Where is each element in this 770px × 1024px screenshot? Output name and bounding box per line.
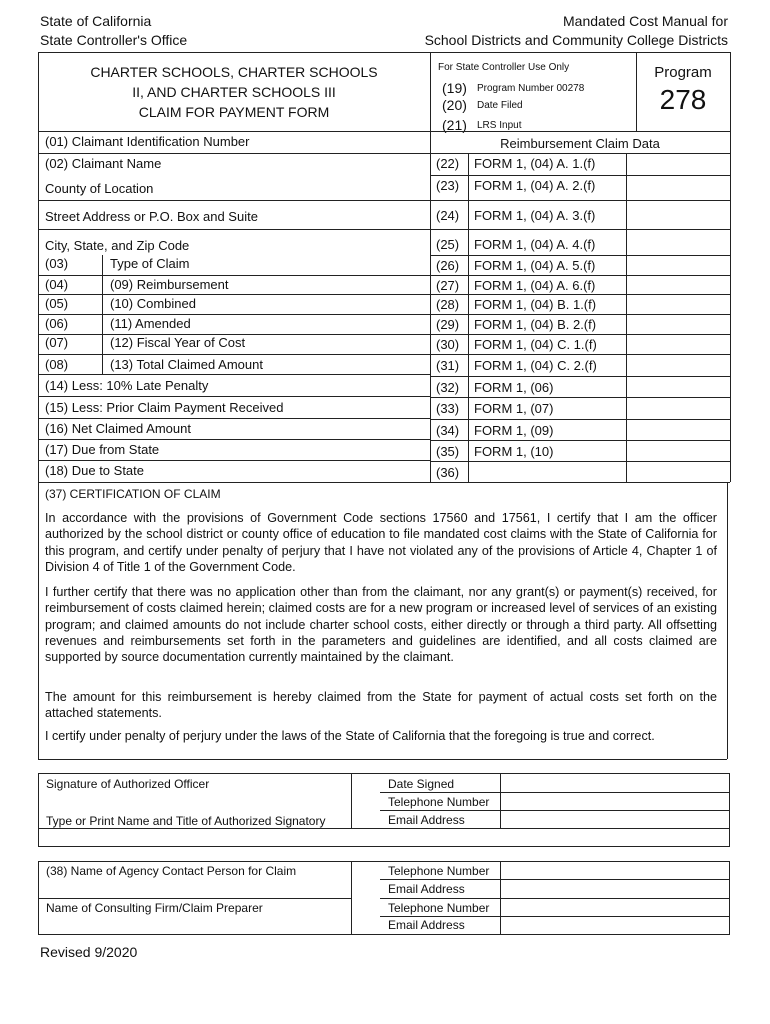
program-label: Program xyxy=(654,64,712,81)
reimb-36-input[interactable] xyxy=(630,465,726,480)
claim-row-07-code: (07) xyxy=(45,335,69,350)
reimbursement-heading: Reimbursement Claim Data xyxy=(500,136,660,151)
cert-right-border xyxy=(727,482,728,759)
agency-contact-label: (38) Name of Agency Contact Person for Claim xyxy=(46,864,297,878)
rule-street xyxy=(38,229,430,230)
form-right-border xyxy=(730,52,731,482)
reimb-rule-33 xyxy=(430,419,730,420)
rule-county xyxy=(38,200,430,201)
reimb-25-num: (25) xyxy=(436,237,460,252)
sig-email-label: Email Address xyxy=(388,813,465,827)
street-label: Street Address or P.O. Box and Suite xyxy=(45,209,258,224)
reimb-rule-34 xyxy=(430,440,730,441)
reimb-rule-22 xyxy=(430,175,730,176)
title-bottom-rule xyxy=(38,131,430,132)
reimb-26-label: FORM 1, (04) A. 5.(f) xyxy=(474,258,596,273)
reimb-25-label: FORM 1, (04) A. 4.(f) xyxy=(474,237,596,252)
contact-phone-field[interactable] xyxy=(505,863,725,877)
date-signed-field[interactable] xyxy=(505,776,725,790)
header-office: State Controller's Office xyxy=(40,32,188,48)
header-state: State of California xyxy=(40,13,152,29)
reimb-28-label: FORM 1, (04) B. 1.(f) xyxy=(474,297,597,312)
reimb-23-input[interactable] xyxy=(630,178,726,194)
reimb-36-num: (36) xyxy=(436,465,460,480)
reimb-27-input[interactable] xyxy=(630,278,726,293)
reimb-33-label: FORM 1, (07) xyxy=(474,401,554,416)
reimb-num-divider xyxy=(468,153,469,482)
cu-19-num: (19) xyxy=(442,80,467,96)
claimant-name-label: (02) Claimant Name xyxy=(45,156,162,171)
reimb-36-label-input[interactable] xyxy=(474,465,622,480)
reimb-top-rule xyxy=(430,131,730,132)
cu-21-label: LRS Input xyxy=(477,120,522,131)
rule-04 xyxy=(38,294,430,295)
reimb-30-input[interactable] xyxy=(630,337,726,352)
cert-paragraph-4: I certify under penalty of perjury under the laws of the State of California that the foregoing is true and correct. xyxy=(45,729,655,743)
date-signed-label: Date Signed xyxy=(388,777,455,791)
cu-19-label: Program Number 00278 xyxy=(477,83,585,94)
city-label: City, State, and Zip Code xyxy=(45,238,190,253)
amount-row-15: (15) Less: Prior Claim Payment Received xyxy=(45,400,284,415)
reimb-34-label: FORM 1, (09) xyxy=(474,423,554,438)
reimb-27-num: (27) xyxy=(436,278,460,293)
contact-email-field[interactable] xyxy=(505,881,725,895)
reimb-28-input[interactable] xyxy=(630,297,726,312)
amount-row-17: (17) Due from State xyxy=(45,442,160,457)
form-title-line1: CHARTER SCHOOLS, CHARTER SCHOOLS xyxy=(90,64,378,80)
claim-row-05-code: (05) xyxy=(45,296,69,311)
reimb-rule-29 xyxy=(430,334,730,335)
reimb-29-label: FORM 1, (04) B. 2.(f) xyxy=(474,317,597,332)
cert-left-border xyxy=(38,482,39,759)
reimb-rule-28 xyxy=(430,314,730,315)
firm-email-field[interactable] xyxy=(505,918,725,932)
rule-15 xyxy=(38,418,430,419)
sig-rule-bottom xyxy=(38,828,730,829)
reimb-30-label: FORM 1, (04) C. 1.(f) xyxy=(474,337,597,352)
claim-row-05-label: (10) Combined xyxy=(110,296,196,311)
claimant-id-label: (01) Claimant Identification Number xyxy=(45,134,250,149)
reimb-31-label: FORM 1, (04) C. 2.(f) xyxy=(474,358,597,373)
reimb-34-input[interactable] xyxy=(630,423,726,438)
sig-email-field[interactable] xyxy=(505,812,725,826)
header-manual: Mandated Cost Manual for xyxy=(563,13,728,29)
reimb-32-input[interactable] xyxy=(630,380,726,395)
reimb-25-input[interactable] xyxy=(630,237,726,253)
reimb-22-label: FORM 1, (04) A. 1.(f) xyxy=(474,156,596,171)
firm-email-label: Email Address xyxy=(388,918,465,932)
contact-divider-1 xyxy=(351,861,352,935)
rule-01 xyxy=(38,153,430,154)
reimb-32-num: (32) xyxy=(436,380,460,395)
claim-row-08-label: (13) Total Claimed Amount xyxy=(110,357,263,372)
reimb-28-num: (28) xyxy=(436,297,460,312)
county-label: County of Location xyxy=(45,181,154,196)
claim-row-06-label: (11) Amended xyxy=(110,316,191,331)
signature-field[interactable] xyxy=(46,793,346,807)
claim-row-07-label: (12) Fiscal Year of Cost xyxy=(110,335,246,350)
reimb-24-input[interactable] xyxy=(630,208,726,224)
reimb-rule-25 xyxy=(430,255,730,256)
center-divider xyxy=(430,52,431,482)
cert-bottom-border xyxy=(38,759,727,760)
reimb-heading-rule xyxy=(430,153,730,154)
rule-17 xyxy=(38,460,430,461)
cu-21-num: (21) xyxy=(442,117,467,133)
reimb-31-num: (31) xyxy=(436,358,460,373)
reimb-23-label: FORM 1, (04) A. 2.(f) xyxy=(474,178,596,193)
sig-phone-label: Telephone Number xyxy=(388,795,490,809)
cert-paragraph-1: In accordance with the provisions of Government Code sections 17560 and 17561, I certify that I am the officer authorized by the school district or county office of education to file mandated cost claims with the State of California for this program, and certify under penalty of perjury that I have not violated any of the provisions of Article 4, Chapter 1 of Division 4 of Title 1 of the Government Code. xyxy=(45,511,717,574)
reimb-26-input[interactable] xyxy=(630,258,726,273)
reimb-rule-27 xyxy=(430,294,730,295)
reimb-rule-24 xyxy=(430,229,730,230)
claim-row-04-label: (09) Reimbursement xyxy=(110,277,229,292)
reimb-30-num: (30) xyxy=(436,337,460,352)
reimb-rule-31 xyxy=(430,376,730,377)
cert-paragraph-2: I further certify that there was no application other than from the claimant, nor any grant(s) or payment(s) received, for reimbursement of costs claimed herein; claimed costs are for a new program or increased level of services of an existing program; and claimed amounts do not include charter school costs, either directly or through a third party. All offsetting revenues and reimbursements set forth in the parameters and guidelines are identified, and all costs claimed are supported by source documentation currently maintained by the claimant. xyxy=(45,585,717,665)
reimb-33-input[interactable] xyxy=(630,401,726,416)
rule-18 xyxy=(38,482,730,483)
rule-07 xyxy=(38,354,430,355)
reimb-35-num: (35) xyxy=(436,444,460,459)
firm-phone-field[interactable] xyxy=(505,900,725,914)
contact-rule-left xyxy=(38,898,351,899)
rule-16 xyxy=(38,439,430,440)
claim-row-08-code: (08) xyxy=(45,357,69,372)
reimb-34-num: (34) xyxy=(436,423,460,438)
consulting-firm-field[interactable] xyxy=(46,917,346,931)
name-title-field[interactable] xyxy=(46,830,726,844)
cu-20-label: Date Filed xyxy=(477,100,523,111)
reimb-31-input[interactable] xyxy=(630,358,726,373)
reimb-value-divider xyxy=(626,153,627,482)
contact-rule-1 xyxy=(380,879,730,880)
claim-row-03-label: Type of Claim xyxy=(110,256,190,271)
program-number: 278 xyxy=(659,84,707,115)
reimb-rule-23 xyxy=(430,200,730,201)
certification-heading: (37) CERTIFICATION OF CLAIM xyxy=(45,487,221,501)
reimb-rule-32 xyxy=(430,397,730,398)
sig-rule-date xyxy=(380,792,730,793)
rule-03 xyxy=(38,275,430,276)
contact-phone-label: Telephone Number xyxy=(388,864,490,878)
claim-row-04-code: (04) xyxy=(45,277,69,292)
form-top-border xyxy=(38,52,730,53)
amount-row-18: (18) Due to State xyxy=(45,463,144,478)
cert-paragraph-3: The amount for this reimbursement is hereby claimed from the State for payment of actual costs set forth on the attached statements. xyxy=(45,690,717,721)
form-title-line3: CLAIM FOR PAYMENT FORM xyxy=(138,104,330,120)
agency-contact-field[interactable] xyxy=(46,881,346,895)
revised-date: Revised 9/2020 xyxy=(40,944,138,960)
contact-email-label: Email Address xyxy=(388,882,465,896)
form-title-line2: II, AND CHARTER SCHOOLS III xyxy=(132,84,336,100)
contact-rule-2 xyxy=(380,898,730,899)
reimb-rule-30 xyxy=(430,354,730,355)
reimb-35-label: FORM 1, (10) xyxy=(474,444,554,459)
reimb-35-input[interactable] xyxy=(630,444,726,459)
reimb-22-num: (22) xyxy=(436,156,460,171)
rule-05 xyxy=(38,314,430,315)
contact-rule-3 xyxy=(380,916,730,917)
reimb-rule-26 xyxy=(430,275,730,276)
rule-14 xyxy=(38,396,430,397)
reimb-22-input[interactable] xyxy=(630,156,726,172)
signature-label: Signature of Authorized Officer xyxy=(46,777,210,791)
claim-row-03-code: (03) xyxy=(45,256,69,271)
reimb-32-label: FORM 1, (06) xyxy=(474,380,554,395)
reimb-29-input[interactable] xyxy=(630,317,726,332)
amount-row-14: (14) Less: 10% Late Penalty xyxy=(45,378,209,393)
reimb-29-num: (29) xyxy=(436,317,460,332)
header-districts: School Districts and Community College Districts xyxy=(424,32,728,48)
consulting-firm-label: Name of Consulting Firm/Claim Preparer xyxy=(46,901,263,915)
reimb-23-num: (23) xyxy=(436,178,460,193)
controller-use-heading: For State Controller Use Only xyxy=(438,62,570,73)
reimb-26-num: (26) xyxy=(436,258,460,273)
cu-20-num: (20) xyxy=(442,97,467,113)
reimb-27-label: FORM 1, (04) A. 6.(f) xyxy=(474,278,596,293)
name-title-label: Type or Print Name and Title of Authorized Signatory xyxy=(46,814,326,828)
sig-divider-1 xyxy=(351,773,352,828)
reimb-24-num: (24) xyxy=(436,208,460,223)
reimb-rule-35 xyxy=(430,461,730,462)
sig-phone-field[interactable] xyxy=(505,794,725,808)
amount-row-16: (16) Net Claimed Amount xyxy=(45,421,191,436)
sig-divider-2 xyxy=(500,773,501,828)
reimb-33-num: (33) xyxy=(436,401,460,416)
sig-rule-phone xyxy=(380,810,730,811)
firm-phone-label: Telephone Number xyxy=(388,901,490,915)
claimant-id-input[interactable] xyxy=(272,134,424,150)
claim-row-06-code: (06) xyxy=(45,316,69,331)
reimb-24-label: FORM 1, (04) A. 3.(f) xyxy=(474,208,596,223)
rule-08 xyxy=(38,374,430,375)
